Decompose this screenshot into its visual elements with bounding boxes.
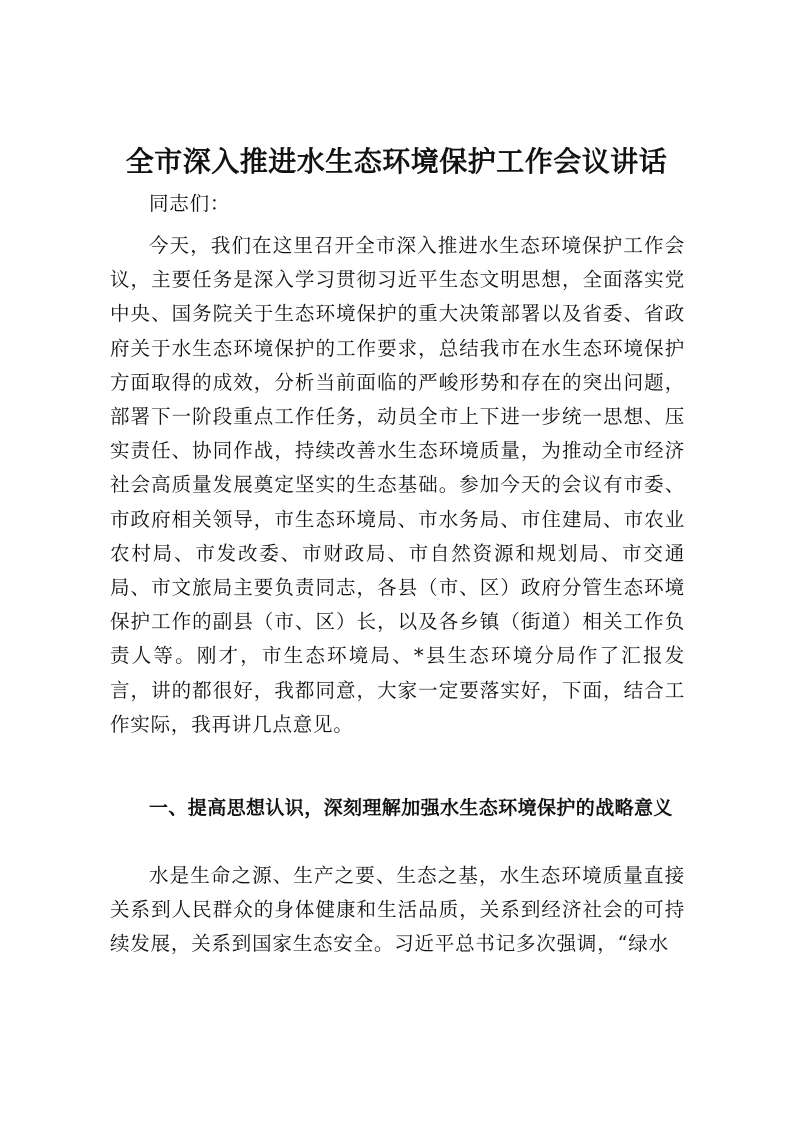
salutation: 同志们： — [149, 192, 231, 215]
paragraph-section-1: 水是生命之源、生产之要、生态之基，水生态环境质量直接关系到人民群众的身体健康和生活品质，关系到经济社会的可持续发展，关系到国家生态安全。习近平总书记多次强调，“绿水 — [110, 864, 685, 956]
paragraph-opening: 今天，我们在这里召开全市深入推进水生态环境保护工作会议，主要任务是深入学习贯彻习近平生态文明思想，全面落实党中央、国务院关于生态环境保护的重大决策部署以及省委、省政府关于水生态环境保护的工作要求，总结我市在水生态环境保护方面取得的成效，分析当前面临的严峻形势和存在的突出问题，部署下一阶段重点工作任务，动员全市上下进一步统一思想、压实责任、协同作战，持续改善水生态环境质量，为推动全市经济社会高质量发展奠定坚实的生态基础。参加今天的会议有市委、市政府相关领导，市生态环境局、市水务局、市住建局、市农业农村局、市发改委、市财政局、市自然资源和规划局、市交通局、市文旅局主要负责同志，各县（市、区）政府分管生态环境保护工作的副县（市、区）长，以及各乡镇（街道）相关工作负责人等。刚才，市生态环境局、*县生态环境分局作了汇报发言，讲的都很好，我都同意，大家一定要落实好，下面，结合工作实际，我再讲几点意见。 — [110, 234, 685, 736]
document-title: 全市深入推进水生态环境保护工作会议讲话 — [125, 145, 668, 178]
section-heading-1: 一、提高思想认识，深刻理解加强水生态环境保护的战略意义 — [149, 797, 673, 819]
